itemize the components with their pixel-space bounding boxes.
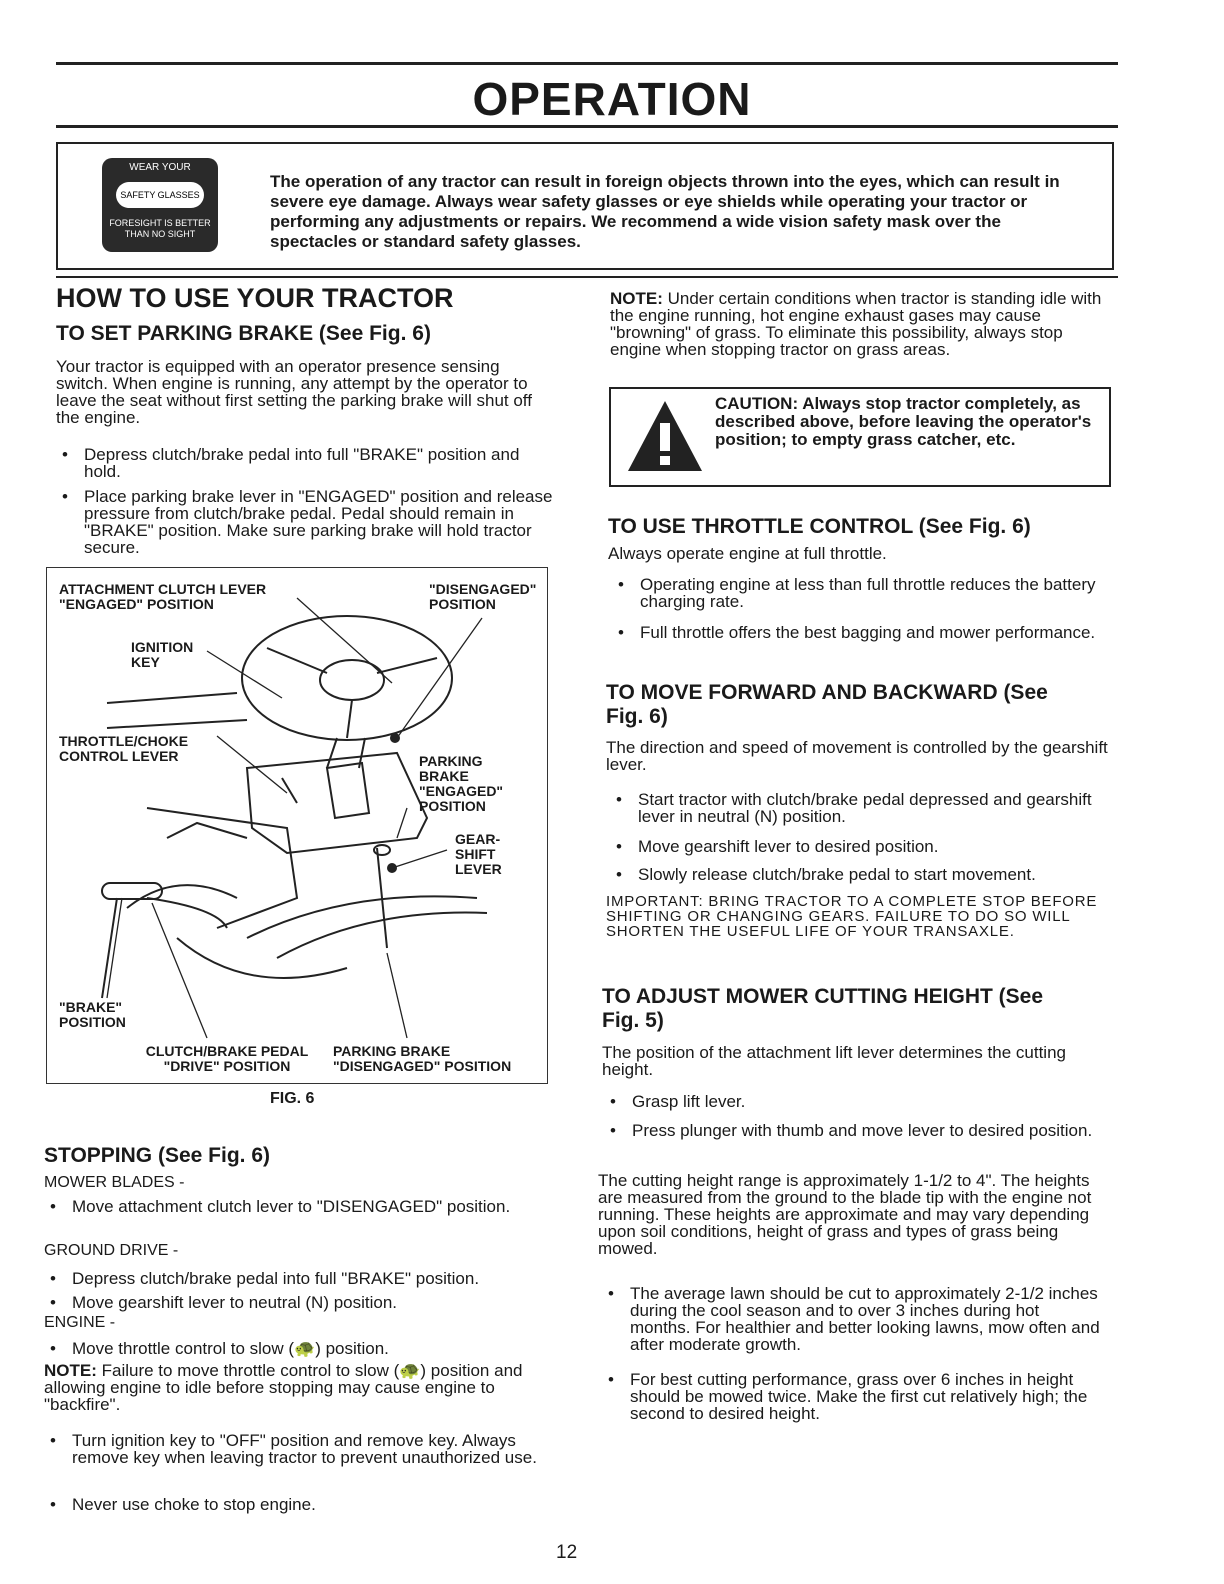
- move-heading: TO MOVE FORWARD AND BACKWARD (See Fig. 6): [606, 681, 1048, 728]
- transaxle-important: IMPORTANT: BRING TRACTOR TO A COMPLETE STOP BEFORE SHIFTING OR CHANGING GEARS. FAILURE TO DO SO WILL SHORTEN THE USEFUL LIFE OF YOUR TRANSAXLE.: [606, 893, 1098, 940]
- figure-6: [46, 567, 548, 1084]
- caution-text: CAUTION: Always stop tractor completely, as described above, before leaving the operator's position; to empty grass catcher, etc.: [715, 394, 1092, 449]
- ground-drive-label: GROUND DRIVE -: [44, 1242, 179, 1259]
- engine-label: ENGINE -: [44, 1314, 116, 1331]
- cutting-height-range: The cutting height range is approximately 1-1/2 to 4". The heights are measured from the ground to the blade tip with the engine not running. These heights are approximate and may vary depending upon soil conditions, height of grass and types of grass being mowed.: [598, 1171, 1092, 1258]
- label-attachment-clutch: ATTACHMENT CLUTCH LEVER "ENGAGED" POSITION: [59, 581, 267, 612]
- exhaust-note-label: NOTE:: [610, 289, 663, 308]
- exhaust-note-text: Under certain conditions when tractor is standing idle with the engine running, hot engine exhaust gases may cause "browning" of grass. To eliminate this possibility, always stop engine when stopping tractor on grass areas.: [610, 289, 1102, 359]
- move-intro: The direction and speed of movement is controlled by the gearshift lever.: [606, 738, 1108, 774]
- figure-caption: FIG. 6: [270, 1090, 315, 1107]
- title-underline: [56, 125, 1118, 128]
- stopping-note-label: NOTE:: [44, 1361, 97, 1380]
- label-gearshift: GEAR- SHIFT LEVER: [455, 831, 502, 877]
- badge-middle-text: SAFETY GLASSES: [116, 182, 204, 208]
- engine-bullet: • Move throttle control to slow (🐢) position.: [44, 1340, 554, 1357]
- page-number: 12: [556, 1542, 578, 1563]
- cutting-height-bullet-4: • For best cutting performance, grass over 6 inches in height should be mowed twice. Make the first cut relatively high; the second to desired height.: [602, 1371, 1102, 1422]
- warning-icon: [625, 397, 705, 477]
- how-to-use-heading: HOW TO USE YOUR TRACTOR: [56, 283, 454, 313]
- move-bullet-1: • Start tractor with clutch/brake pedal depressed and gearshift lever in neutral (N) position.: [610, 791, 1110, 825]
- stopping-bullet-choke: • Never use choke to stop engine.: [44, 1496, 554, 1513]
- ground-drive-bullet-1: • Depress clutch/brake pedal into full "BRAKE" position.: [44, 1270, 554, 1287]
- parking-bullet-2: • Place parking brake lever in "ENGAGED" position and release pressure from clutch/brake pedal. Pedal should remain in "BRAKE" position. Make sure parking brake will hold tractor secure.: [56, 488, 556, 556]
- safety-glasses-icon: [102, 158, 218, 252]
- throttle-intro: Always operate engine at full throttle.: [608, 544, 887, 563]
- label-parking-engaged: PARKING BRAKE "ENGAGED" POSITION: [419, 753, 504, 814]
- stopping-note: [44, 1362, 544, 1413]
- cutting-height-bullet-1: • Grasp lift lever.: [604, 1093, 1104, 1110]
- throttle-heading: TO USE THROTTLE CONTROL (See Fig. 6): [608, 515, 1031, 538]
- exhaust-note: [610, 290, 1114, 358]
- safety-notice-text: The operation of any tractor can result in foreign objects thrown into the eyes, which can result in severe eye damage. Always wear safety glasses or eye shields while operating your tractor or performing any adjustments or repairs. We recommend a wide vision safety mask over the spectacles or standard safety glasses.: [270, 172, 1060, 251]
- cutting-height-bullet-3: • The average lawn should be cut to approximately 2-1/2 inches during the cool season and to over 3 inches during hot months. For healthier and better looking lawns, mow often and after moderate growth.: [602, 1285, 1102, 1353]
- stopping-bullet-ignition: • Turn ignition key to "OFF" position and remove key. Always remove key when leaving tractor to prevent unauthorized use.: [44, 1432, 554, 1466]
- stopping-note-text: Failure to move throttle control to slow (🐢) position and allowing engine to idle before stopping may cause engine to "backfire".: [44, 1361, 523, 1414]
- safety-bottom-rule: [56, 276, 1118, 278]
- throttle-bullet-1: • Operating engine at less than full throttle reduces the battery charging rate.: [612, 576, 1112, 610]
- mower-blades-label: MOWER BLADES -: [44, 1174, 185, 1191]
- steering-wheel: [242, 616, 452, 740]
- label-parking-disengaged: PARKING BRAKE "DISENGAGED" POSITION: [333, 1043, 512, 1074]
- top-rule: [56, 62, 1118, 65]
- label-throttle-choke: THROTTLE/CHOKE CONTROL LEVER: [59, 733, 189, 764]
- parking-bullet-1: • Depress clutch/brake pedal into full "BRAKE" position and hold.: [56, 446, 556, 480]
- caution-box: [609, 387, 1111, 487]
- cutting-height-bullet-2: • Press plunger with thumb and move lever to desired position.: [604, 1122, 1104, 1139]
- cutting-height-heading: TO ADJUST MOWER CUTTING HEIGHT (See Fig. 5): [602, 985, 1044, 1032]
- page-title: OPERATION: [472, 73, 752, 125]
- badge-bottom-text: FORESIGHT IS BETTER THAN NO SIGHT: [109, 218, 211, 239]
- stopping-heading: STOPPING (See Fig. 6): [44, 1144, 270, 1167]
- label-ignition-key: IGNITION KEY: [131, 639, 194, 670]
- label-brake-position: "BRAKE" POSITION: [59, 999, 126, 1030]
- move-bullet-3: • Slowly release clutch/brake pedal to start movement.: [610, 866, 1110, 883]
- badge-top-text: WEAR YOUR: [129, 162, 191, 173]
- parking-intro: Your tractor is equipped with an operator presence sensing switch. When engine is running, any attempt by the operator to leave the seat without first setting the parking brake will shut off the engine.: [56, 357, 532, 427]
- ground-drive-bullet-2: • Move gearshift lever to neutral (N) position.: [44, 1294, 554, 1311]
- mower-blades-bullet: • Move attachment clutch lever to "DISENGAGED" position.: [44, 1198, 552, 1215]
- label-disengaged: "DISENGAGED" POSITION: [429, 581, 537, 612]
- cutting-height-intro: The position of the attachment lift lever determines the cutting height.: [602, 1043, 1066, 1079]
- parking-brake-heading: TO SET PARKING BRAKE (See Fig. 6): [56, 322, 431, 345]
- throttle-bullet-2: • Full throttle offers the best bagging and mower performance.: [612, 624, 1112, 641]
- label-clutch-drive: CLUTCH/BRAKE PEDAL "DRIVE" POSITION: [145, 1043, 309, 1074]
- move-bullet-2: • Move gearshift lever to desired position.: [610, 838, 1110, 855]
- safety-notice: [56, 142, 1114, 270]
